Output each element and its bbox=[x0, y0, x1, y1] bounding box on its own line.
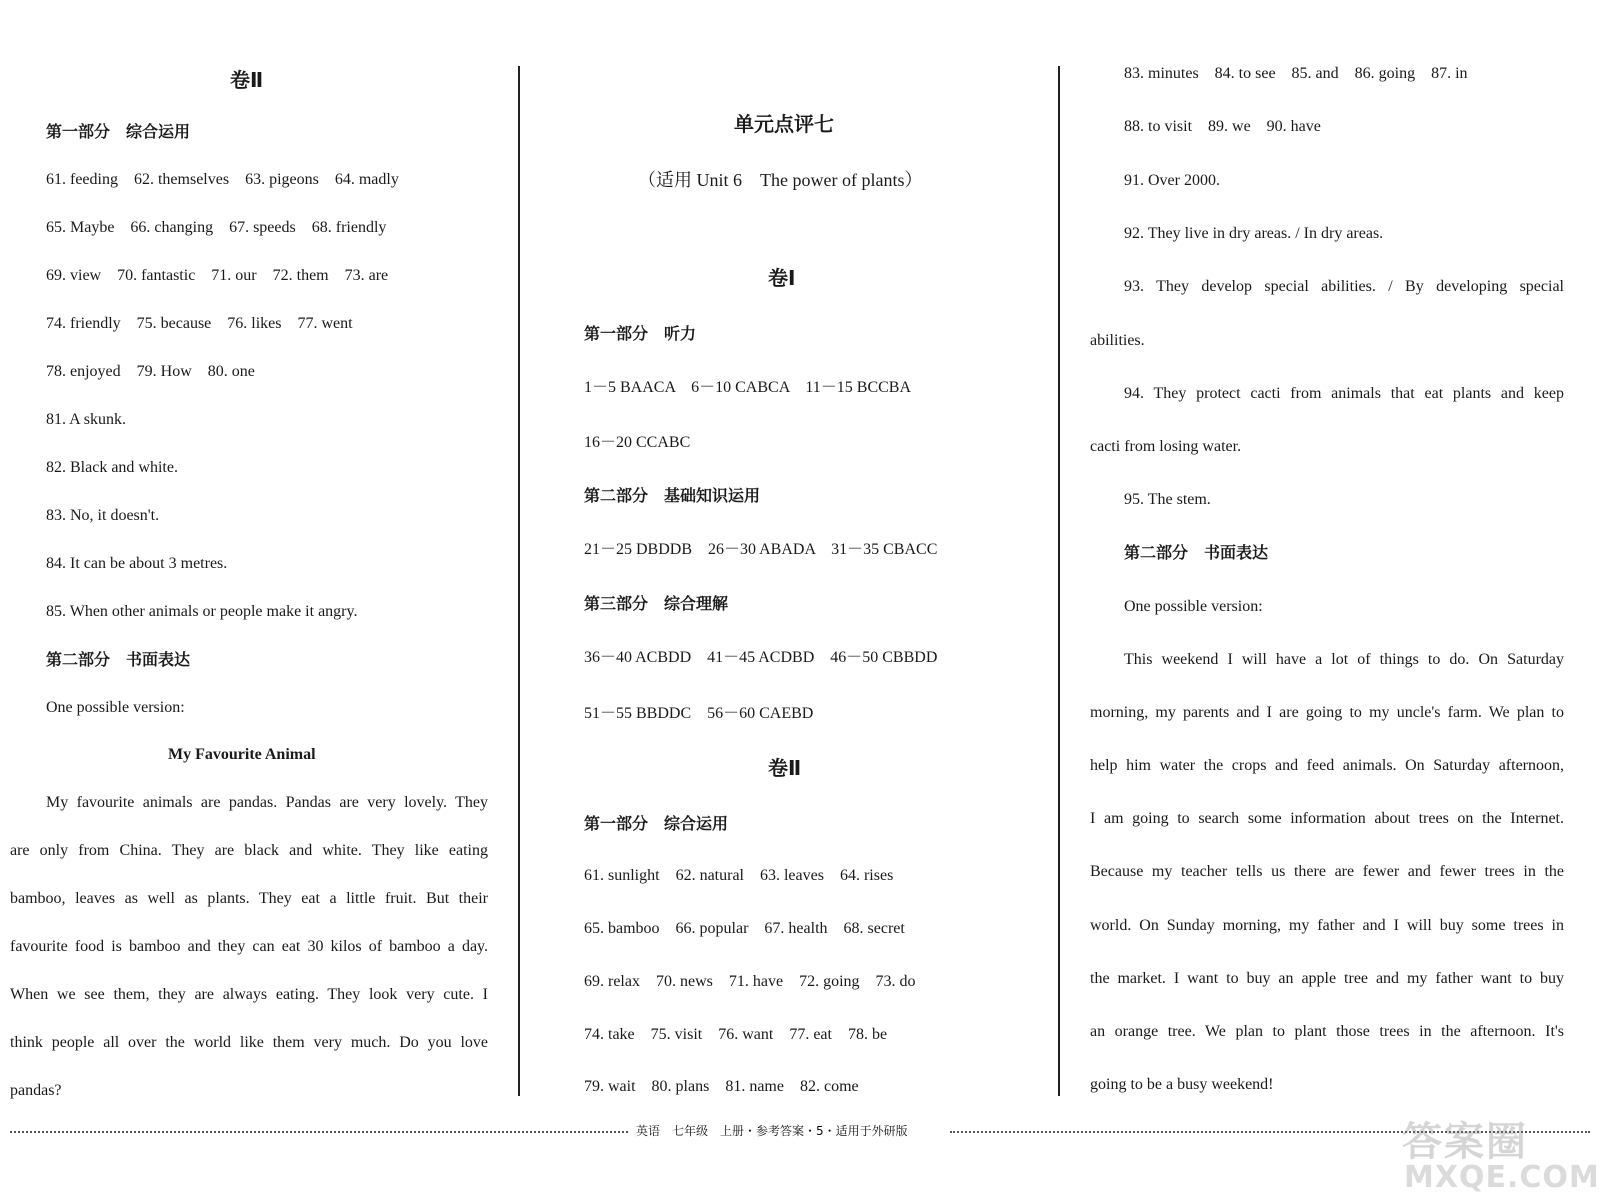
answer-line: 69. view 70. fantastic 71. our 72. them 73. are bbox=[46, 267, 389, 284]
essay-line: favourite food is bamboo and they can eat 30 kilos of bamboo a day. bbox=[10, 938, 488, 955]
unit-subtitle: （适用 Unit 6 The power of plants） bbox=[638, 170, 923, 190]
essay-line: I am going to search some information about trees on the Internet. bbox=[1090, 810, 1564, 827]
answer-line: 65. bamboo 66. popular 67. health 68. secret bbox=[584, 920, 905, 937]
answer-line: 95. The stem. bbox=[1124, 491, 1211, 508]
answer-line: 94. They protect cacti from animals that eat plants and keep bbox=[1124, 385, 1564, 402]
section-title: 第二部分 基础知识运用 bbox=[584, 486, 761, 505]
column-divider bbox=[1058, 66, 1060, 1096]
watermark-logo-text: 答案圈 bbox=[1402, 1119, 1528, 1165]
answer-line: 69. relax 70. news 71. have 72. going 73. do bbox=[584, 973, 916, 990]
answer-line: 36－40 ACBDD 41－45 ACDBD 46－50 CBBDD bbox=[584, 649, 938, 666]
answer-line: 51－55 BBDDC 56－60 CAEBD bbox=[584, 705, 814, 722]
answer-line: 61. feeding 62. themselves 63. pigeons 64. madly bbox=[46, 171, 399, 188]
essay-title: My Favourite Animal bbox=[168, 746, 316, 763]
essay-line: This weekend I will have a lot of things to do. On Saturday bbox=[1124, 651, 1564, 668]
volume-heading: 卷Ⅰ bbox=[768, 266, 796, 290]
essay-line: Because my teacher tells us there are fewer and fewer trees in the bbox=[1090, 863, 1564, 880]
version-label: One possible version: bbox=[1124, 598, 1263, 615]
section-title: 第一部分 综合运用 bbox=[584, 814, 729, 833]
essay-line: My favourite animals are pandas. Pandas are very lovely. They bbox=[46, 794, 488, 811]
answer-line: abilities. bbox=[1090, 332, 1145, 349]
essay-line: bamboo, leaves as well as plants. They eat a little fruit. But their bbox=[10, 890, 488, 907]
essay-line: morning, my parents and I are going to my uncle's farm. We plan to bbox=[1090, 704, 1564, 721]
answer-line: 1－5 BAACA 6－10 CABCA 11－15 BCCBA bbox=[584, 379, 912, 396]
answer-line: 91. Over 2000. bbox=[1124, 172, 1220, 189]
answer-line: 78. enjoyed 79. How 80. one bbox=[46, 363, 255, 380]
answer-line: 79. wait 80. plans 81. name 82. come bbox=[584, 1078, 859, 1095]
answer-line: 61. sunlight 62. natural 63. leaves 64. rises bbox=[584, 867, 894, 884]
section-title: 第一部分 综合运用 bbox=[46, 122, 191, 141]
answer-line: 84. It can be about 3 metres. bbox=[46, 555, 228, 572]
answer-line: 74. take 75. visit 76. want 77. eat 78. be bbox=[584, 1026, 888, 1043]
section-title: 第一部分 听力 bbox=[584, 324, 697, 343]
answer-line: 93. They develop special abilities. / By developing special bbox=[1124, 278, 1564, 295]
essay-line: help him water the crops and feed animals. On Saturday afternoon, bbox=[1090, 757, 1564, 774]
answer-line: 81. A skunk. bbox=[46, 411, 127, 428]
answer-line: 65. Maybe 66. changing 67. speeds 68. friendly bbox=[46, 219, 387, 236]
essay-line: the market. I want to buy an apple tree and my father want to buy bbox=[1090, 970, 1564, 987]
section-title: 第二部分 书面表达 bbox=[1124, 543, 1269, 562]
volume-heading: 卷Ⅱ bbox=[768, 756, 802, 780]
version-label: One possible version: bbox=[46, 699, 185, 716]
answer-line: 88. to visit 89. we 90. have bbox=[1124, 118, 1321, 135]
essay-line: are only from China. They are black and white. They like eating bbox=[10, 842, 488, 859]
page-footer: 英语 七年级 上册・参考答案・5・适用于外研版 bbox=[636, 1124, 908, 1138]
footer-rule-left bbox=[10, 1131, 628, 1133]
unit-title: 单元点评七 bbox=[734, 112, 834, 136]
essay-line: pandas? bbox=[10, 1082, 62, 1099]
section-title: 第三部分 综合理解 bbox=[584, 594, 729, 613]
essay-line: When we see them, they are always eating. They look very cute. I bbox=[10, 986, 488, 1003]
column-divider bbox=[518, 66, 520, 1096]
answer-line: 92. They live in dry areas. / In dry areas. bbox=[1124, 225, 1384, 242]
section-title: 第二部分 书面表达 bbox=[46, 650, 191, 669]
answer-line: 74. friendly 75. because 76. likes 77. went bbox=[46, 315, 353, 332]
site-watermark bbox=[1402, 1110, 1598, 1198]
answer-line: 21－25 DBDDB 26－30 ABADA 31－35 CBACC bbox=[584, 541, 938, 558]
answer-line: 82. Black and white. bbox=[46, 459, 178, 476]
answer-line: 85. When other animals or people make it angry. bbox=[46, 603, 358, 620]
essay-line: world. On Sunday morning, my father and I will buy some trees in bbox=[1090, 917, 1564, 934]
essay-line: going to be a busy weekend! bbox=[1090, 1076, 1274, 1093]
watermark-url: MXQE.COM bbox=[1404, 1160, 1600, 1195]
essay-line: think people all over the world like them very much. Do you love bbox=[10, 1034, 488, 1051]
answer-line: 83. No, it doesn't. bbox=[46, 507, 160, 524]
answer-line: cacti from losing water. bbox=[1090, 438, 1242, 455]
volume-heading: 卷Ⅱ bbox=[230, 68, 264, 92]
answer-line: 16－20 CCABC bbox=[584, 434, 691, 451]
essay-line: an orange tree. We plan to plant those trees in the afternoon. It's bbox=[1090, 1023, 1564, 1040]
answer-line: 83. minutes 84. to see 85. and 86. going 87. in bbox=[1124, 65, 1468, 82]
